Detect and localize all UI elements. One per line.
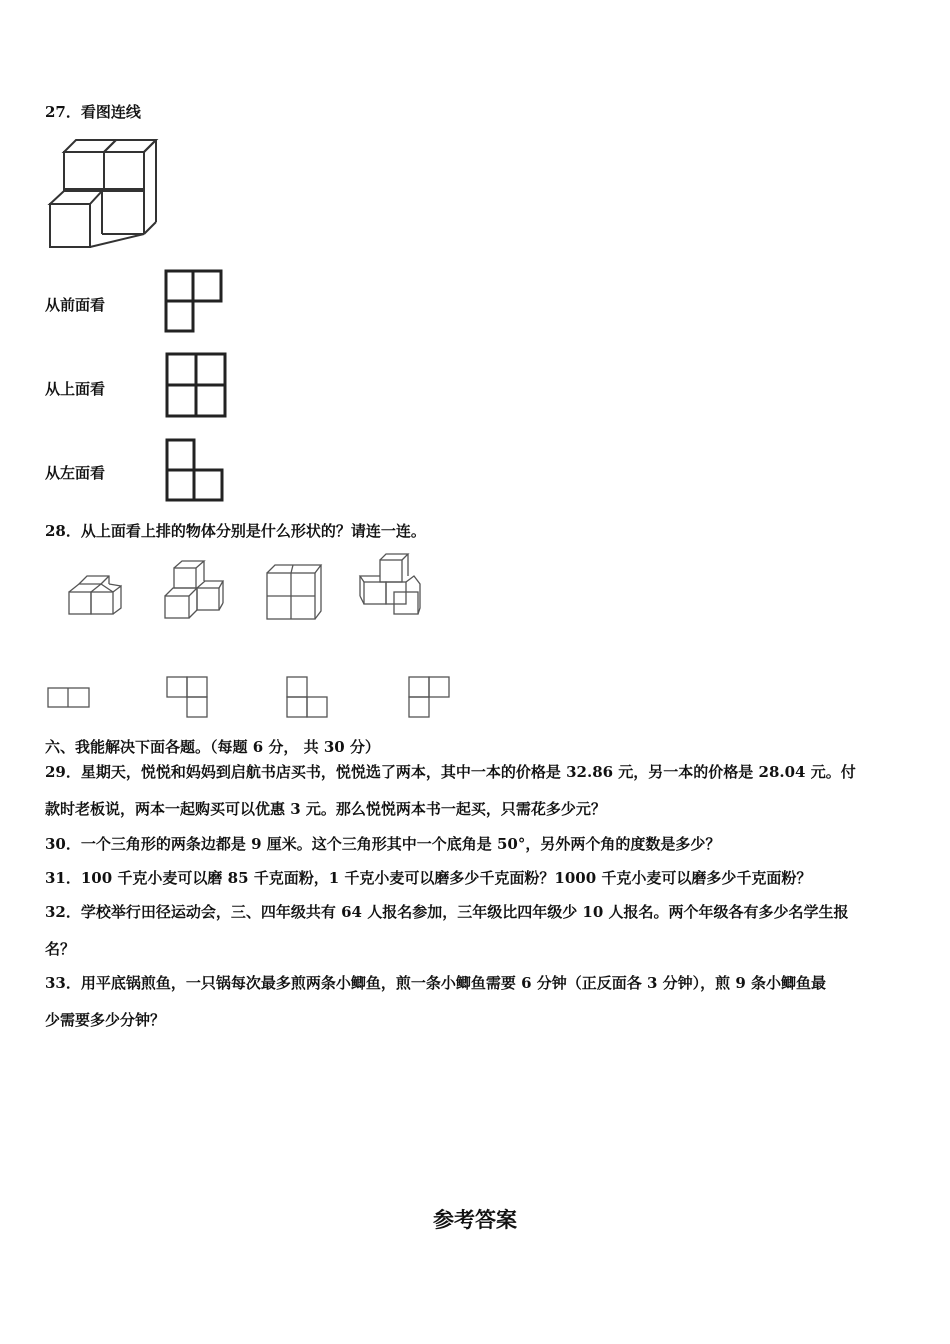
q29-line2: 款时老板说，两本一起购买可以优惠 3 元。那么悦悦两本书一起买，只需花多少元？ <box>45 800 606 818</box>
q28-shape-3 <box>285 675 331 721</box>
q28-shape-1 <box>46 686 92 710</box>
view-left-figure <box>164 437 226 503</box>
q33-line1: 33．用平底锅煎鱼，一只锅每次最多煎两条小鲫鱼，煎一条小鲫鱼需要 6 分钟（正反面各 3 分钟），煎 9 条小鲫鱼最 <box>45 974 827 992</box>
view-label-left: 从左面看 <box>45 464 106 482</box>
q28-object-4 <box>356 552 426 618</box>
q32-line1: 32．学校举行田径运动会，三、四年级共有 64 人报名参加，三年级比四年级少 10 人报名。两个年级各有多少名学生报 <box>45 903 849 921</box>
view-label-front: 从前面看 <box>45 296 106 314</box>
q33-line2: 少需要多少分钟？ <box>45 1011 166 1029</box>
section6-heading: 六、我能解决下面各题。（每题 6 分， 共 30 分） <box>45 738 380 756</box>
q30-line1: 30．一个三角形的两条边都是 9 厘米。这个三角形其中一个底角是 50°，另外两个角的度数是多少？ <box>45 835 721 853</box>
q28-object-3 <box>263 561 325 623</box>
q28-shape-2 <box>165 675 211 721</box>
view-label-top: 从上面看 <box>45 380 106 398</box>
q27-solid-figure <box>44 134 159 252</box>
q32-line2: 名？ <box>45 940 76 958</box>
view-front-figure <box>163 268 225 334</box>
q29-line1: 29．星期天，悦悦和妈妈到启航书店买书，悦悦选了两本，其中一本的价格是 32.86 元，另一本的价格是 28.04 元。付 <box>45 763 856 781</box>
q28-object-1 <box>64 572 126 620</box>
q31-line1: 31．100 千克小麦可以磨 85 千克面粉，1 千克小麦可以磨多少千克面粉？1000 千克小麦可以磨多少千克面粉？ <box>45 869 812 887</box>
q28-shape-4 <box>407 675 453 721</box>
answers-title: 参考答案 <box>433 1208 517 1232</box>
view-top-figure <box>164 351 228 419</box>
q28-title: 28．从上面看上排的物体分别是什么形状的？请连一连。 <box>45 522 426 540</box>
q28-object-2 <box>160 558 226 622</box>
q27-title: 27．看图连线 <box>45 103 141 121</box>
